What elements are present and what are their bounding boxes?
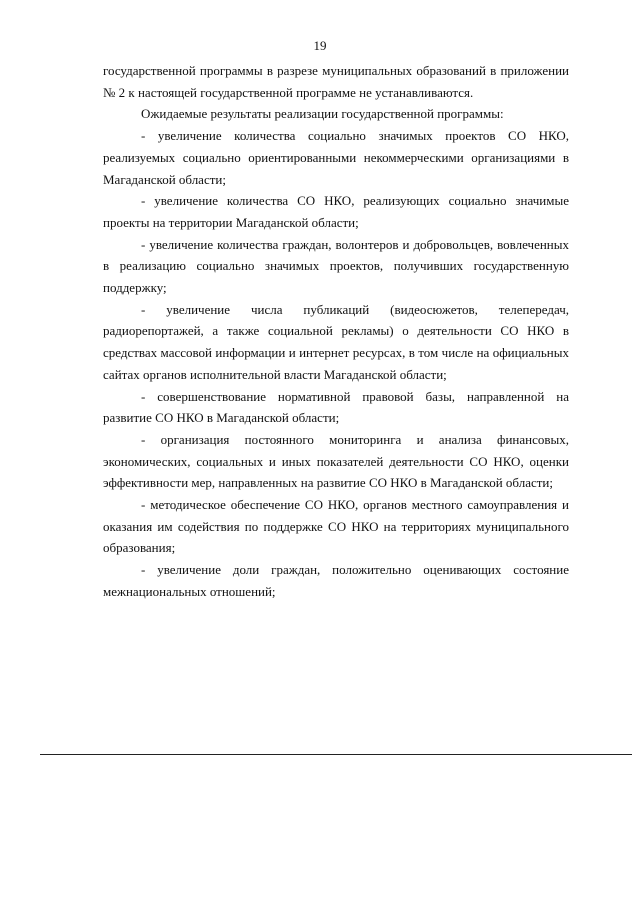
paragraph-continuation: государственной программы в разрезе муниципальных образований в приложении № 2 к настоящей государственной программе не устанавливаются. [103,63,569,100]
list-item-publications: - увеличение числа публикаций (видеосюжетов, телепередач, радиорепортажей, а также социальной рекламы) о деятельности СО НКО в средствах массовой информации и интернет ресурсах, в том числе на официальных сайтах органов исполнительной власти Магаданской области; [103,301,569,382]
list-item-projects: - увеличение количества социально значимых проектов СО НКО, реализуемых социально ориентированными некоммерческими организациями в Магаданской области; [103,128,569,187]
list-item-interethnic-relations: - увеличение доли граждан, положительно оценивающих состояние межнациональных отношений; [103,562,569,599]
list-item-organizations: - увеличение количества СО НКО, реализующих социально значимые проекты на территории Магаданской области; [103,193,569,230]
list-item-legal-base: - совершенствование нормативной правовой базы, направленной на развитие СО НКО в Магаданской области; [103,388,569,426]
list-item-monitoring: - организация постоянного мониторинга и анализа финансовых, экономических, социальных и иных показателей деятельности СО НКО, оценки эффективности мер, направленных на развитие СО НКО в Магаданской области; [103,431,569,491]
paragraph-results-heading: Ожидаемые результаты реализации государственной программы: [141,106,504,122]
list-item-volunteers: - увеличение количества граждан, волонтеров и добровольцев, вовлеченных в реализацию социально значимых проектов, получивших государственную поддержку; [103,236,569,296]
footer-divider-line [40,754,632,755]
body-text [103,60,569,603]
page-number: 19 [313,38,327,53]
list-item-methodical-support: - методическое обеспечение СО НКО, органов местного самоуправления и оказания им содействия по поддержке СО НКО на территориях муниципального образования; [103,497,569,556]
